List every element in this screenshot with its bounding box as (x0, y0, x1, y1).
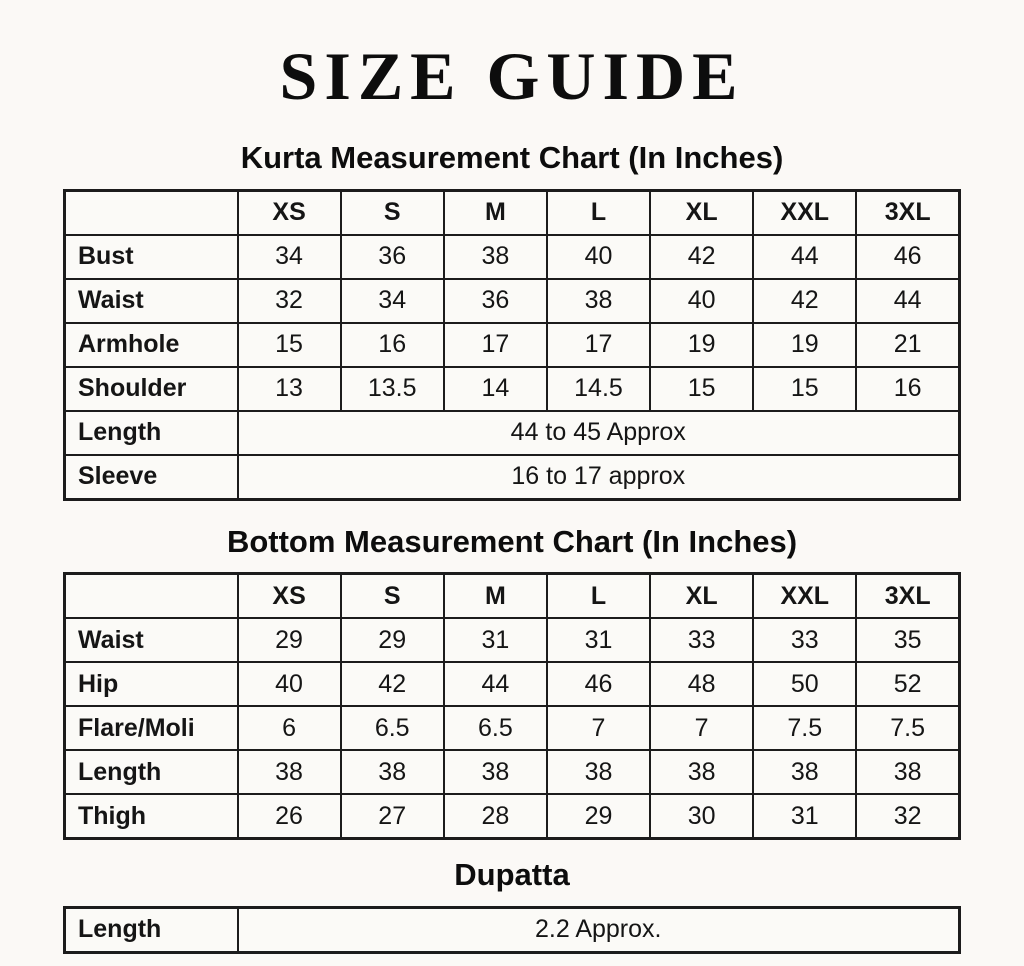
row-label-cell: Waist (65, 279, 238, 323)
bottom-section (0, 524, 1024, 841)
row-label-cell: Waist (65, 618, 238, 662)
value-cell: 30 (650, 794, 753, 839)
value-cell: 40 (547, 235, 650, 279)
value-cell: 7 (650, 706, 753, 750)
value-cell: 38 (856, 750, 959, 794)
table-row (65, 907, 960, 952)
size-header-cell: L (547, 574, 650, 619)
value-cell: 52 (856, 662, 959, 706)
value-cell: 38 (547, 750, 650, 794)
dupatta-section (0, 857, 1024, 954)
table-row (65, 411, 960, 455)
table-row (65, 618, 960, 662)
value-cell: 36 (444, 279, 547, 323)
value-cell: 7.5 (753, 706, 856, 750)
row-label-cell: Shoulder (65, 367, 238, 411)
value-cell: 31 (753, 794, 856, 839)
value-cell: 42 (753, 279, 856, 323)
value-cell: 31 (444, 618, 547, 662)
value-cell: 29 (547, 794, 650, 839)
row-label-cell: Sleeve (65, 455, 238, 500)
row-label-cell: Flare/Moli (65, 706, 238, 750)
span-value-cell: 16 to 17 approx (238, 455, 960, 500)
bottom-heading: Bottom Measurement Chart (In Inches) (226, 523, 798, 559)
value-cell: 16 (856, 367, 959, 411)
row-label-cell: Thigh (65, 794, 238, 839)
value-cell: 38 (238, 750, 341, 794)
table-row (65, 367, 960, 411)
size-header-cell: S (341, 190, 444, 235)
size-header-row (65, 190, 960, 235)
value-cell: 19 (650, 323, 753, 367)
value-cell: 17 (444, 323, 547, 367)
value-cell: 29 (238, 618, 341, 662)
kurta-heading: Kurta Measurement Chart (In Inches) (240, 140, 784, 175)
table-row (65, 455, 960, 500)
value-cell: 27 (341, 794, 444, 839)
value-cell: 15 (650, 367, 753, 411)
page-title: SIZE GUIDE (279, 38, 745, 114)
table-row (65, 706, 960, 750)
value-cell: 46 (547, 662, 650, 706)
row-label-cell: Hip (65, 662, 238, 706)
bottom-measurement-table (63, 572, 961, 840)
span-value-cell: 2.2 Approx. (238, 907, 960, 952)
size-header-cell: XL (650, 574, 753, 619)
row-label-cell: Length (65, 907, 238, 952)
value-cell: 40 (650, 279, 753, 323)
value-cell: 13 (238, 367, 341, 411)
size-header-cell: M (444, 190, 547, 235)
row-label-cell: Length (65, 411, 238, 455)
value-cell: 33 (650, 618, 753, 662)
value-cell: 16 (341, 323, 444, 367)
kurta-section (0, 140, 1024, 501)
row-label-cell: Bust (65, 235, 238, 279)
value-cell: 48 (650, 662, 753, 706)
value-cell: 38 (753, 750, 856, 794)
size-header-cell: XXL (753, 574, 856, 619)
value-cell: 42 (341, 662, 444, 706)
value-cell: 35 (856, 618, 959, 662)
value-cell: 44 (753, 235, 856, 279)
table-row (65, 323, 960, 367)
size-header-cell: XXL (753, 190, 856, 235)
kurta-measurement-table (63, 189, 961, 501)
value-cell: 7 (547, 706, 650, 750)
value-cell: 38 (444, 750, 547, 794)
value-cell: 14.5 (547, 367, 650, 411)
size-header-cell: M (444, 574, 547, 619)
size-header-cell: 3XL (856, 190, 959, 235)
value-cell: 38 (341, 750, 444, 794)
value-cell: 19 (753, 323, 856, 367)
span-value-cell: 44 to 45 Approx (238, 411, 960, 455)
table-row (65, 794, 960, 839)
value-cell: 14 (444, 367, 547, 411)
value-cell: 13.5 (341, 367, 444, 411)
value-cell: 42 (650, 235, 753, 279)
value-cell: 7.5 (856, 706, 959, 750)
size-header-cell: 3XL (856, 574, 959, 619)
value-cell: 21 (856, 323, 959, 367)
value-cell: 46 (856, 235, 959, 279)
value-cell: 31 (547, 618, 650, 662)
value-cell: 50 (753, 662, 856, 706)
value-cell: 32 (856, 794, 959, 839)
value-cell: 38 (650, 750, 753, 794)
table-row (65, 750, 960, 794)
value-cell: 34 (341, 279, 444, 323)
size-header-cell: L (547, 190, 650, 235)
corner-cell (65, 574, 238, 619)
size-header-cell: XS (238, 574, 341, 619)
value-cell: 36 (341, 235, 444, 279)
value-cell: 38 (547, 279, 650, 323)
value-cell: 44 (444, 662, 547, 706)
value-cell: 29 (341, 618, 444, 662)
value-cell: 32 (238, 279, 341, 323)
value-cell: 40 (238, 662, 341, 706)
value-cell: 33 (753, 618, 856, 662)
table-row (65, 662, 960, 706)
dupatta-heading: Dupatta (454, 857, 570, 893)
value-cell: 17 (547, 323, 650, 367)
table-row (65, 279, 960, 323)
size-header-cell: XS (238, 190, 341, 235)
value-cell: 15 (238, 323, 341, 367)
value-cell: 34 (238, 235, 341, 279)
value-cell: 6 (238, 706, 341, 750)
value-cell: 44 (856, 279, 959, 323)
row-label-cell: Length (65, 750, 238, 794)
size-header-cell: XL (650, 190, 753, 235)
size-header-row (65, 574, 960, 619)
row-label-cell: Armhole (65, 323, 238, 367)
value-cell: 26 (238, 794, 341, 839)
corner-cell (65, 190, 238, 235)
table-row (65, 235, 960, 279)
value-cell: 15 (753, 367, 856, 411)
size-header-cell: S (341, 574, 444, 619)
dupatta-table (63, 906, 961, 954)
value-cell: 6.5 (341, 706, 444, 750)
value-cell: 38 (444, 235, 547, 279)
value-cell: 28 (444, 794, 547, 839)
value-cell: 6.5 (444, 706, 547, 750)
